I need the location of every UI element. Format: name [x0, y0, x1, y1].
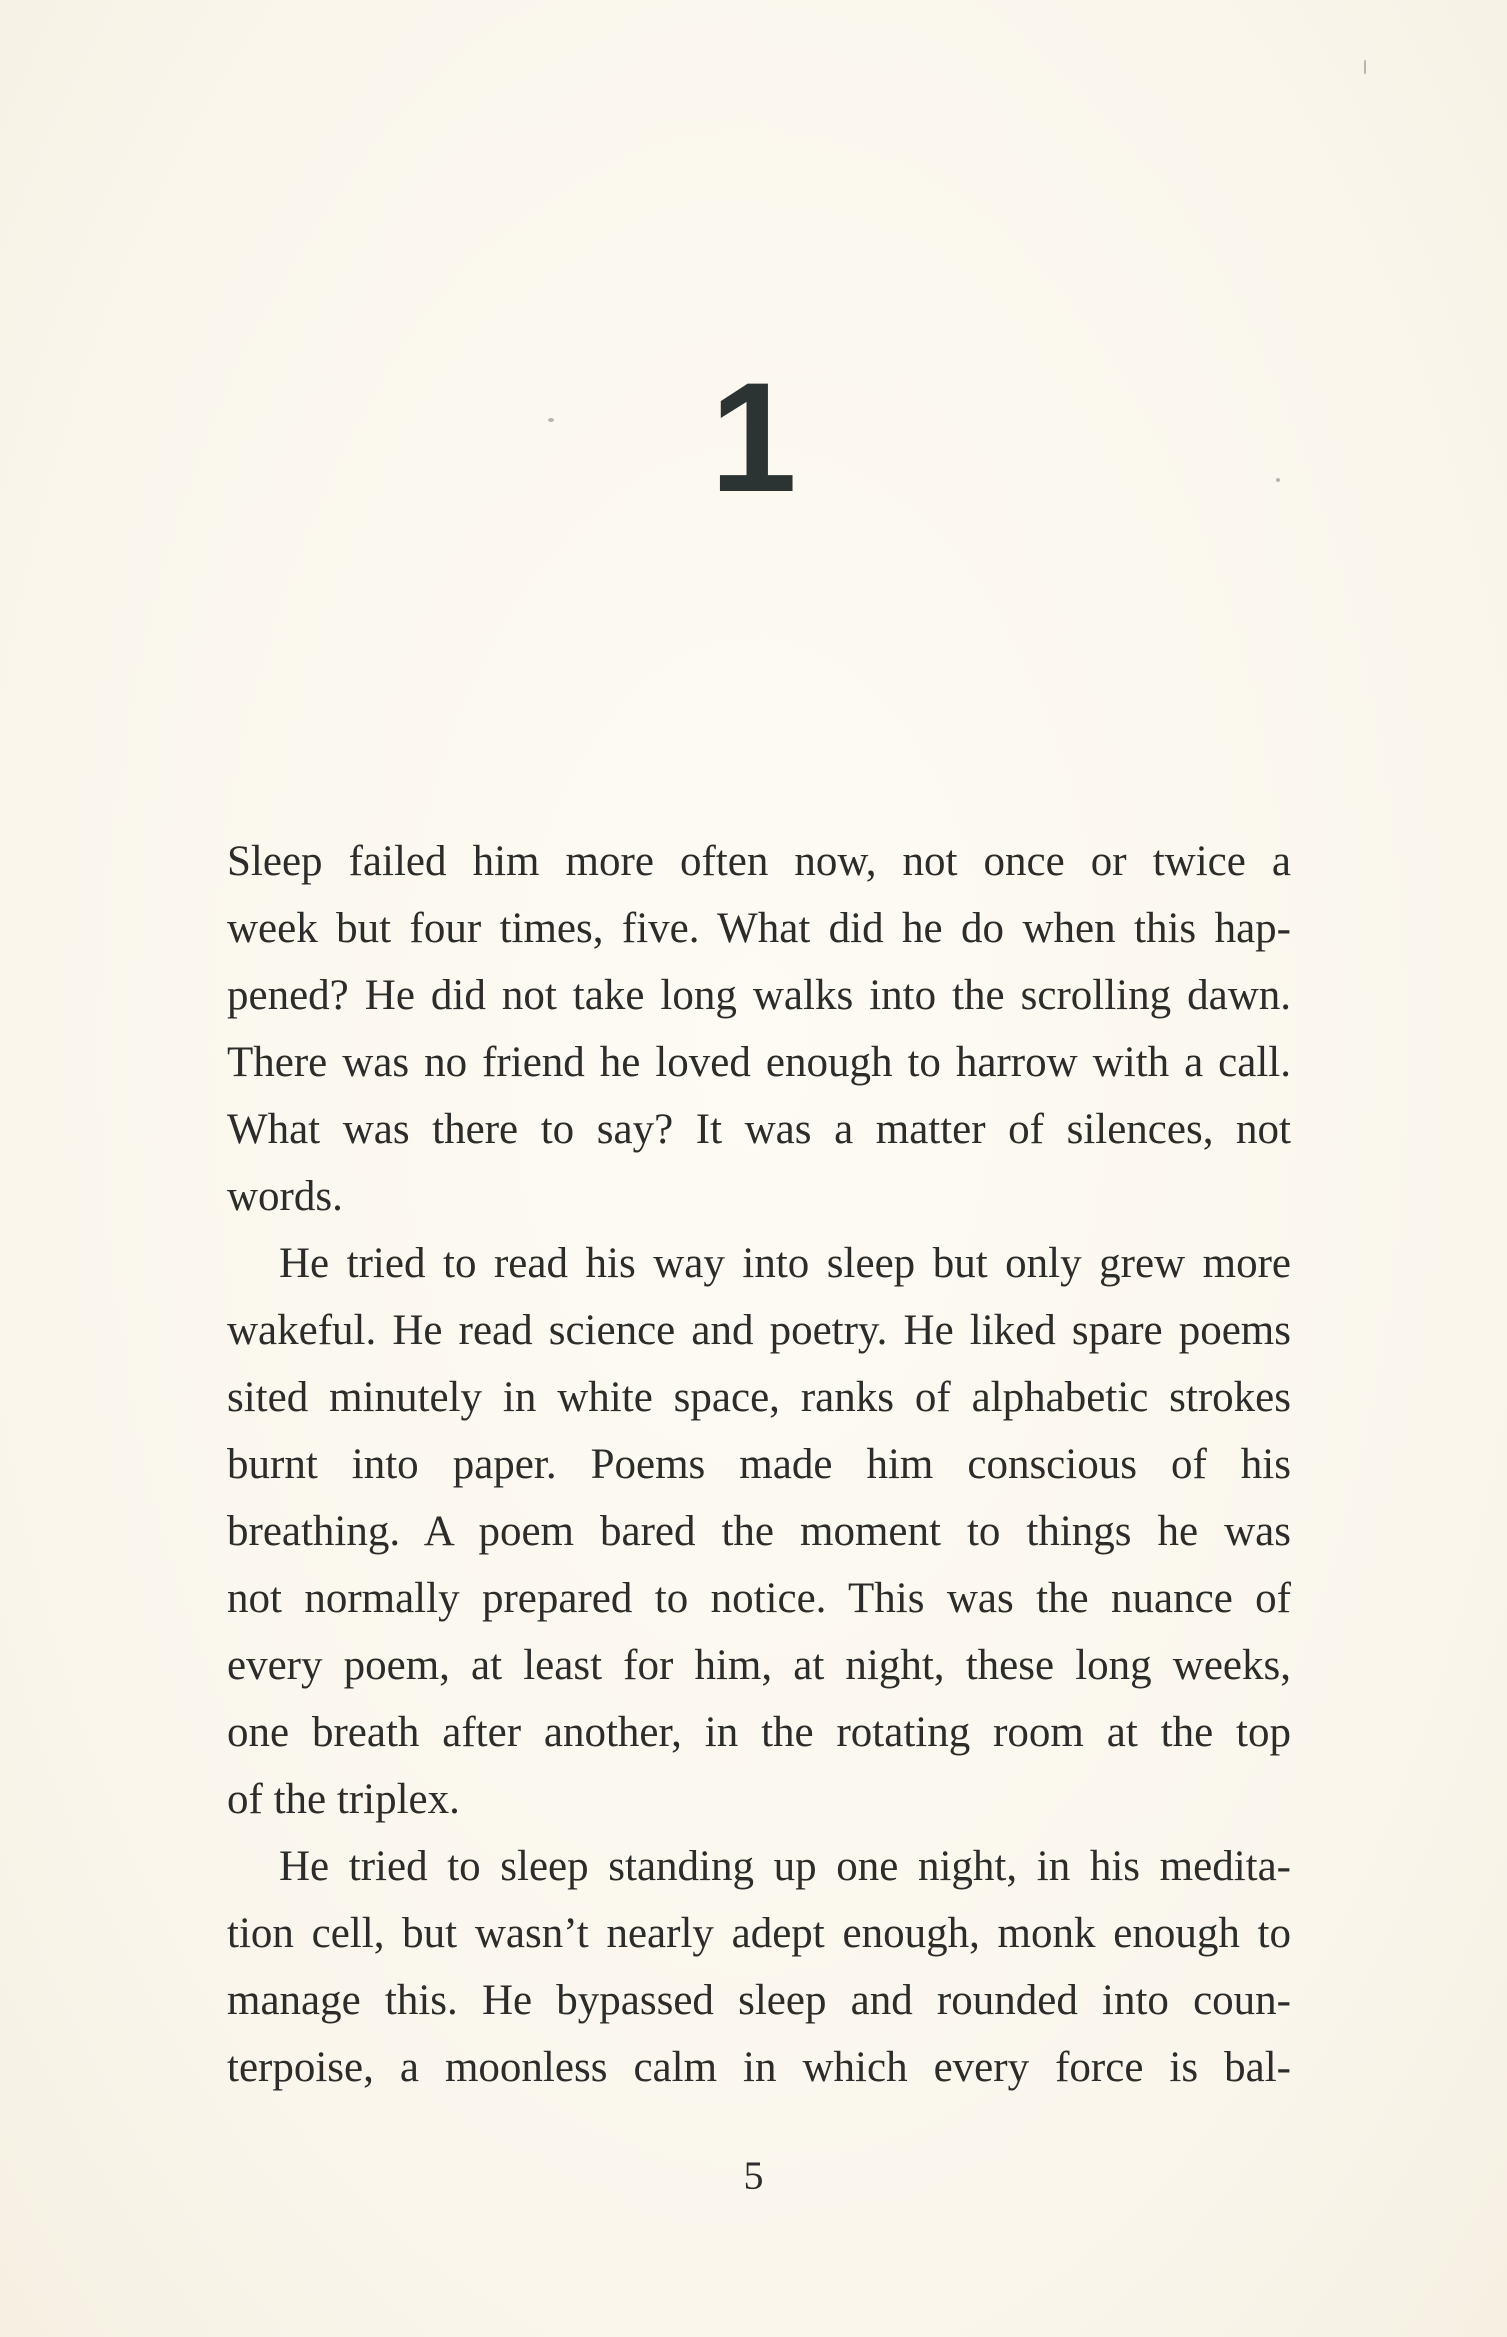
page-speck	[1364, 60, 1366, 74]
text-line: terpoise, a moonless calm in which every force is bal-	[227, 2044, 1291, 2091]
text-line: He tried to sleep standing up one night, in his medita-	[279, 1843, 1291, 1890]
page-number: 5	[743, 2153, 764, 2198]
text-line: words.	[227, 1173, 343, 1220]
paragraph	[227, 1833, 1291, 2101]
text-line: tion cell, but wasn’t nearly adept enough, monk enough to	[227, 1910, 1291, 1957]
text-line: breathing. A poem bared the moment to things he was	[227, 1508, 1291, 1555]
text-line: week but four times, five. What did he do when this hap-	[227, 905, 1291, 952]
text-line: one breath after another, in the rotating room at the top	[227, 1709, 1291, 1756]
text-line: of the triplex.	[227, 1776, 460, 1823]
text-line: There was no friend he loved enough to harrow with a call.	[227, 1039, 1291, 1086]
body-text	[227, 828, 1291, 2101]
text-line: burnt into paper. Poems made him conscious of his	[227, 1441, 1291, 1488]
text-line: not normally prepared to notice. This was the nuance of	[227, 1575, 1291, 1622]
paragraph	[227, 1230, 1291, 1833]
chapter-number: 1	[710, 351, 797, 525]
text-line: pened? He did not take long walks into the scrolling dawn.	[227, 972, 1291, 1019]
text-line: manage this. He bypassed sleep and rounded into coun-	[227, 1977, 1291, 2024]
text-line: every poem, at least for him, at night, these long weeks,	[227, 1642, 1291, 1689]
text-line: wakeful. He read science and poetry. He liked spare poems	[227, 1307, 1291, 1354]
text-line: He tried to read his way into sleep but only grew more	[279, 1240, 1291, 1287]
text-line: sited minutely in white space, ranks of alphabetic strokes	[227, 1374, 1291, 1421]
text-line: Sleep failed him more often now, not once or twice a	[227, 838, 1291, 885]
text-line: What was there to say? It was a matter of silences, not	[227, 1106, 1291, 1153]
paragraph	[227, 828, 1291, 1230]
